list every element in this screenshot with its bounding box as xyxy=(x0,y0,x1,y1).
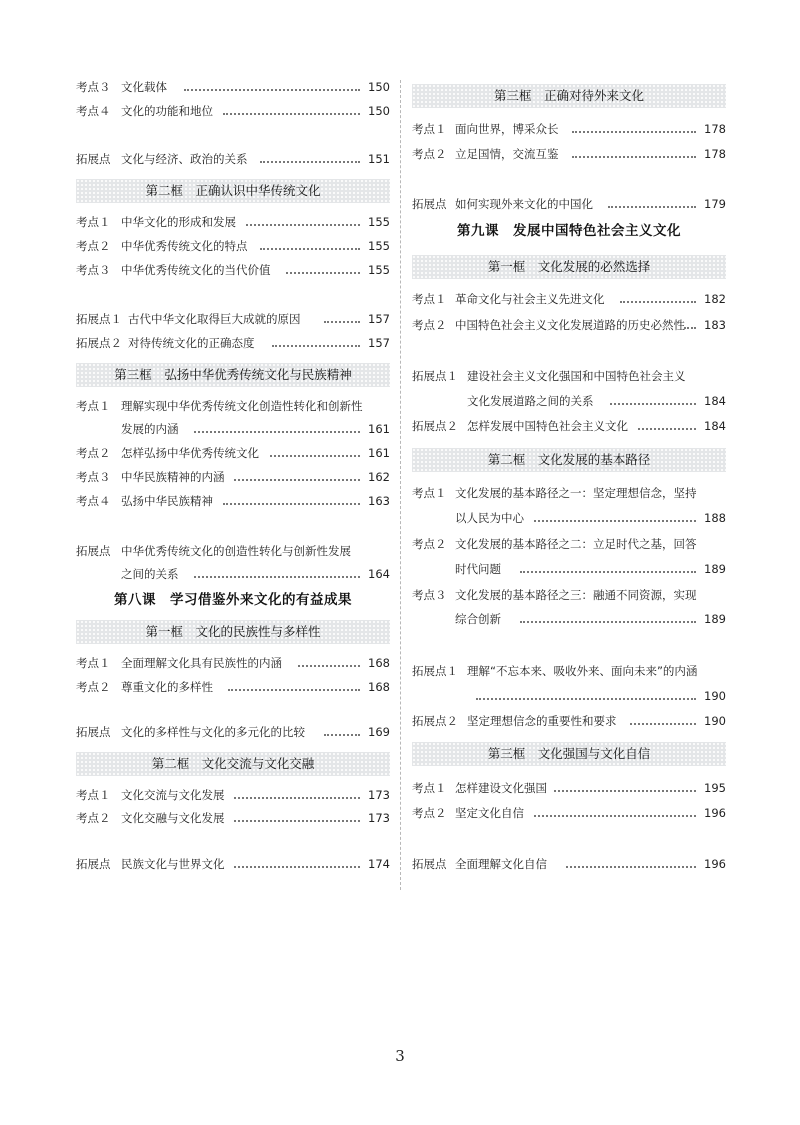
entry-label: 拓展点 xyxy=(76,857,111,871)
entry-title: 中国特色社会主义文化发展道路的历史必然性 xyxy=(455,318,685,332)
page-number: 3 xyxy=(395,1047,405,1065)
entry-title: 全面理解文化具有民族性的内涵 xyxy=(121,656,282,670)
entry-title: 理解实现中华优秀传统文化创造性转化和创新性 xyxy=(121,399,363,413)
entry-page: 173 xyxy=(368,811,390,825)
toc-entry-continuation[interactable] xyxy=(412,559,726,579)
toc-entry[interactable] xyxy=(412,289,726,309)
entry-label: 考点３ xyxy=(76,263,111,277)
entry-label: 考点２ xyxy=(412,537,447,551)
entry-page: 178 xyxy=(704,147,726,161)
entry-title-continued: 以人民为中心 xyxy=(455,511,524,525)
toc-entry[interactable] xyxy=(412,366,726,386)
entry-page: 190 xyxy=(704,714,726,728)
section-banner: 第一框 文化发展的必然选择 xyxy=(412,255,726,279)
toc-entry[interactable] xyxy=(412,194,726,214)
entry-page: 189 xyxy=(704,612,726,626)
entry-page: 155 xyxy=(368,215,390,229)
toc-entry[interactable] xyxy=(76,333,390,353)
entry-label: 拓展点１ xyxy=(76,312,122,326)
entry-title: 坚定理想信念的重要性和要求 xyxy=(467,714,617,728)
leader-dots xyxy=(610,403,696,405)
section-banner: 第二框 文化交流与文化交融 xyxy=(76,752,390,776)
toc-entry-continuation[interactable] xyxy=(412,686,726,706)
entry-title: 中华文化的形成和发展 xyxy=(121,215,236,229)
section-banner: 第三框 文化强国与文化自信 xyxy=(412,742,726,766)
entry-label: 考点１ xyxy=(412,486,447,500)
leader-dots xyxy=(260,161,360,163)
entry-label: 考点２ xyxy=(76,811,111,825)
toc-entry[interactable] xyxy=(412,778,726,798)
entry-title: 对待传统文化的正确态度 xyxy=(128,336,255,350)
entry-label: 考点３ xyxy=(412,588,447,602)
entry-label: 拓展点 xyxy=(412,197,447,211)
entry-page: 157 xyxy=(368,312,390,326)
leader-dots xyxy=(620,301,696,303)
entry-page: 151 xyxy=(368,152,390,166)
entry-label: 拓展点２ xyxy=(412,714,458,728)
toc-entry[interactable] xyxy=(76,854,390,874)
entry-title: 弘扬中华民族精神 xyxy=(121,494,213,508)
leader-dots xyxy=(270,455,360,457)
entry-title: 文化交流与文化发展 xyxy=(121,788,225,802)
toc-entry[interactable] xyxy=(76,236,390,256)
leader-dots xyxy=(534,520,696,522)
entry-title: 文化的多样性与文化的多元化的比较 xyxy=(121,725,305,739)
toc-entry-continuation[interactable] xyxy=(412,508,726,528)
leader-dots xyxy=(246,224,360,226)
leader-dots xyxy=(572,156,696,158)
toc-entry[interactable] xyxy=(76,722,390,742)
toc-entry[interactable] xyxy=(412,585,726,605)
entry-label: 考点１ xyxy=(76,399,111,413)
leader-dots xyxy=(324,321,360,323)
entry-label: 拓展点２ xyxy=(76,336,122,350)
entry-title: 古代中华文化取得巨大成就的原因 xyxy=(128,312,301,326)
toc-entry-continuation[interactable] xyxy=(76,564,390,584)
toc-entry[interactable] xyxy=(412,483,726,503)
leader-dots xyxy=(260,248,360,250)
toc-entry[interactable] xyxy=(76,309,390,329)
toc-entry[interactable] xyxy=(412,854,726,874)
toc-entry[interactable] xyxy=(76,260,390,280)
entry-title: 怎样建设文化强国 xyxy=(455,781,547,795)
entry-title: 立足国情，交流互鉴 xyxy=(455,147,559,161)
toc-entry-continuation[interactable] xyxy=(412,391,726,411)
entry-title: 中华优秀传统文化的创造性转化与创新性发展 xyxy=(121,544,351,558)
toc-entry[interactable] xyxy=(76,785,390,805)
entry-label: 考点１ xyxy=(412,781,447,795)
entry-title-continued: 之间的关系 xyxy=(121,567,179,581)
entry-title: 坚定文化自信 xyxy=(455,806,524,820)
lesson-heading: 第八课 学习借鉴外来文化的有益成果 xyxy=(114,592,352,608)
entry-title: 中华优秀传统文化的当代价值 xyxy=(121,263,271,277)
entry-title-continued: 文化发展道路之间的关系 xyxy=(467,394,594,408)
toc-entry[interactable] xyxy=(412,711,726,731)
toc-entry[interactable] xyxy=(412,315,726,335)
entry-page: 190 xyxy=(704,689,726,703)
entry-page: 184 xyxy=(704,394,726,408)
entry-title: 中华优秀传统文化的特点 xyxy=(121,239,248,253)
toc-entry[interactable] xyxy=(76,77,390,97)
entry-page: 196 xyxy=(704,857,726,871)
entry-page: 169 xyxy=(368,725,390,739)
toc-entry[interactable] xyxy=(76,653,390,673)
entry-page: 178 xyxy=(704,122,726,136)
leader-dots xyxy=(234,479,360,481)
toc-entry[interactable] xyxy=(412,119,726,139)
entry-label: 考点２ xyxy=(76,446,111,460)
entry-label: 考点４ xyxy=(76,494,111,508)
entry-page: 173 xyxy=(368,788,390,802)
section-banner: 第三框 正确对待外来文化 xyxy=(412,84,726,108)
leader-dots xyxy=(286,272,360,274)
entry-page: 157 xyxy=(368,336,390,350)
toc-entry[interactable] xyxy=(76,541,390,561)
lesson-heading: 第九课 发展中国特色社会主义文化 xyxy=(457,223,681,239)
entry-label: 拓展点 xyxy=(412,857,447,871)
entry-label: 考点１ xyxy=(412,292,447,306)
entry-title: 文化载体 xyxy=(121,80,167,94)
leader-dots xyxy=(572,131,696,133)
entry-title: 文化发展的基本路径之三：融通不同资源，实现 xyxy=(455,588,697,602)
leader-dots xyxy=(684,327,696,329)
leader-dots xyxy=(194,431,360,433)
entry-title: 文化的功能和地位 xyxy=(121,104,213,118)
entry-page: 168 xyxy=(368,680,390,694)
entry-title: 尊重文化的多样性 xyxy=(121,680,213,694)
leader-dots xyxy=(554,790,696,792)
leader-dots xyxy=(234,820,360,822)
toc-entry[interactable] xyxy=(76,467,390,487)
leader-dots xyxy=(223,113,360,115)
leader-dots xyxy=(234,866,360,868)
leader-dots xyxy=(638,428,696,430)
entry-label: 考点２ xyxy=(76,680,111,694)
column-divider xyxy=(400,80,401,890)
entry-title: 如何实现外来文化的中国化 xyxy=(455,197,593,211)
toc-entry[interactable] xyxy=(76,491,390,511)
entry-label: 考点２ xyxy=(412,318,447,332)
entry-title-continued: 时代问题 xyxy=(455,562,501,576)
leader-dots xyxy=(234,797,360,799)
entry-page: 161 xyxy=(368,446,390,460)
entry-label: 考点３ xyxy=(76,470,111,484)
entry-page: 150 xyxy=(368,104,390,118)
entry-label: 考点１ xyxy=(76,656,111,670)
leader-dots xyxy=(228,689,360,691)
toc-entry[interactable] xyxy=(76,101,390,121)
entry-label: 拓展点 xyxy=(76,725,111,739)
leader-dots xyxy=(534,815,696,817)
toc-entry[interactable] xyxy=(412,534,726,554)
leader-dots xyxy=(520,621,696,623)
leader-dots xyxy=(298,665,360,667)
entry-page: 174 xyxy=(368,857,390,871)
entry-title: 中华民族精神的内涵 xyxy=(121,470,225,484)
entry-title: 全面理解文化自信 xyxy=(455,857,547,871)
entry-title: 建设社会主义文化强国和中国特色社会主义 xyxy=(467,369,686,383)
entry-page: 168 xyxy=(368,656,390,670)
section-banner: 第三框 弘扬中华优秀传统文化与民族精神 xyxy=(76,363,390,387)
entry-title-continued: 发展的内涵 xyxy=(121,422,179,436)
leader-dots xyxy=(520,571,696,573)
entry-label: 考点２ xyxy=(412,806,447,820)
entry-title-continued: 综合创新 xyxy=(455,612,501,626)
entry-page: 150 xyxy=(368,80,390,94)
entry-label: 拓展点２ xyxy=(412,419,458,433)
entry-label: 考点２ xyxy=(76,239,111,253)
toc-entry[interactable] xyxy=(412,416,726,436)
entry-title: 怎样发展中国特色社会主义文化 xyxy=(467,419,628,433)
leader-dots xyxy=(184,89,360,91)
entry-title: 文化与经济、政治的关系 xyxy=(121,152,248,166)
toc-entry[interactable] xyxy=(76,212,390,232)
entry-label: 考点１ xyxy=(412,122,447,136)
entry-label: 考点２ xyxy=(412,147,447,161)
toc-entry[interactable] xyxy=(412,803,726,823)
entry-page: 183 xyxy=(704,318,726,332)
entry-page: 155 xyxy=(368,239,390,253)
toc-entry[interactable] xyxy=(76,149,390,169)
leader-dots xyxy=(608,206,696,208)
leader-dots xyxy=(476,698,696,700)
entry-title: 革命文化与社会主义先进文化 xyxy=(455,292,605,306)
toc-entry-continuation[interactable] xyxy=(76,419,390,439)
entry-label: 拓展点１ xyxy=(412,664,458,678)
section-banner: 第二框 文化发展的基本路径 xyxy=(412,448,726,472)
entry-title: 怎样弘扬中华优秀传统文化 xyxy=(121,446,259,460)
entry-page: 179 xyxy=(704,197,726,211)
section-banner: 第二框 正确认识中华传统文化 xyxy=(76,179,390,203)
entry-title: 文化发展的基本路径之一：坚定理想信念，坚持 xyxy=(455,486,697,500)
entry-label: 考点１ xyxy=(76,215,111,229)
toc-entry[interactable] xyxy=(76,443,390,463)
entry-label: 考点３ xyxy=(76,80,111,94)
leader-dots xyxy=(630,723,696,725)
entry-title: 文化发展的基本路径之二：立足时代之基，回答 xyxy=(455,537,697,551)
toc-entry[interactable] xyxy=(412,661,726,681)
leader-dots xyxy=(223,503,360,505)
entry-page: 195 xyxy=(704,781,726,795)
entry-label: 考点４ xyxy=(76,104,111,118)
entry-title: 理解“不忘本来、吸收外来、面向未来”的内涵 xyxy=(467,664,698,678)
entry-page: 162 xyxy=(368,470,390,484)
entry-label: 拓展点１ xyxy=(412,369,458,383)
entry-label: 考点１ xyxy=(76,788,111,802)
leader-dots xyxy=(194,576,360,578)
entry-label: 拓展点 xyxy=(76,544,111,558)
entry-page: 182 xyxy=(704,292,726,306)
toc-entry-continuation[interactable] xyxy=(412,609,726,629)
leader-dots xyxy=(324,734,360,736)
entry-page: 163 xyxy=(368,494,390,508)
entry-title: 面向世界，博采众长 xyxy=(455,122,559,136)
entry-title: 文化交融与文化发展 xyxy=(121,811,225,825)
toc-entry[interactable] xyxy=(76,677,390,697)
entry-page: 155 xyxy=(368,263,390,277)
entry-page: 188 xyxy=(704,511,726,525)
entry-page: 196 xyxy=(704,806,726,820)
entry-page: 161 xyxy=(368,422,390,436)
leader-dots xyxy=(272,345,360,347)
leader-dots xyxy=(566,866,696,868)
toc-entry[interactable] xyxy=(76,396,390,416)
entry-title: 民族文化与世界文化 xyxy=(121,857,225,871)
toc-entry[interactable] xyxy=(76,808,390,828)
entry-page: 164 xyxy=(368,567,390,581)
entry-page: 189 xyxy=(704,562,726,576)
section-banner: 第一框 文化的民族性与多样性 xyxy=(76,620,390,644)
toc-entry[interactable] xyxy=(412,144,726,164)
entry-label: 拓展点 xyxy=(76,152,111,166)
entry-page: 184 xyxy=(704,419,726,433)
